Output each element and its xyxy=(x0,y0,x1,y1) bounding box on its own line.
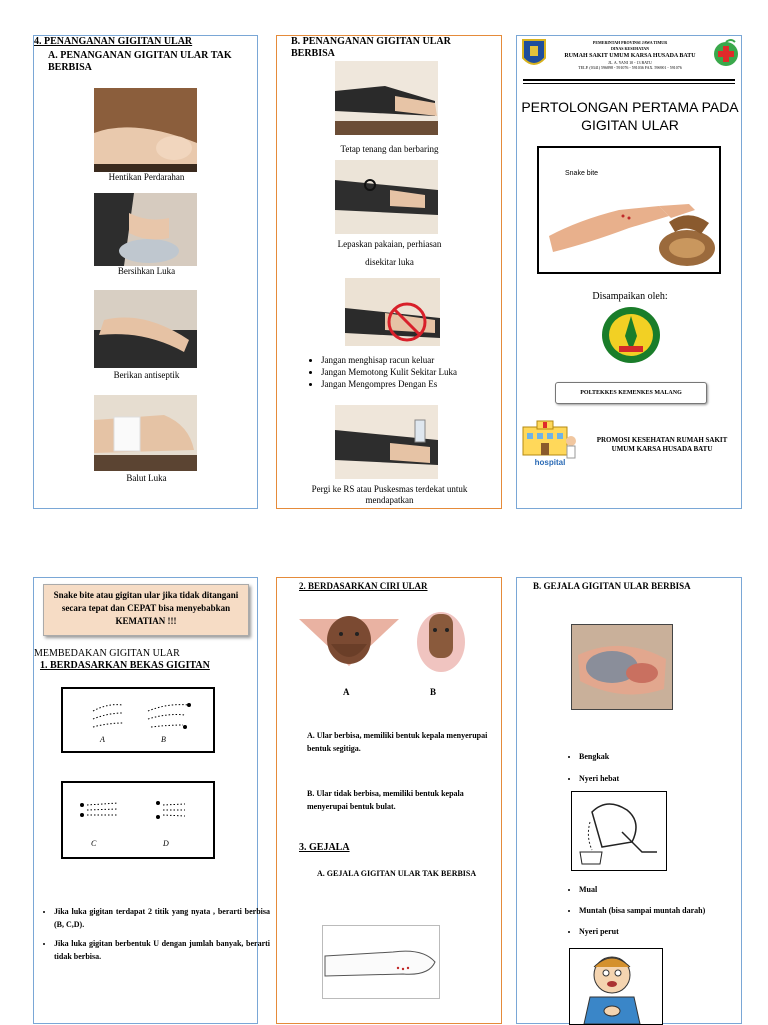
letterhead-government: PEMERINTAH PROVINSI JAWA TIMUR xyxy=(592,40,668,45)
bite-label-c: C xyxy=(91,839,97,848)
warning-text: Snake bite atau gigitan ular jika tidak ditangani secara tepat dan CEPAT bisa menyebabkan KEMATIAN !!! xyxy=(53,590,239,626)
venomous-dont-list xyxy=(307,354,511,390)
section-heading: B. GEJALA GIGITAN ULAR BERBISA xyxy=(533,581,691,591)
caption-remove-clothing-2: disekitar luka xyxy=(365,257,414,267)
bite-label-a: A xyxy=(100,735,105,744)
list-item: • Bengkak xyxy=(579,746,739,768)
section-heading: 4. PENANGANAN GIGITAN ULAR xyxy=(34,36,193,47)
institution-box xyxy=(555,382,707,404)
head-label-a: A xyxy=(343,687,350,697)
nonvenomous-head-image xyxy=(415,604,467,674)
letterhead-phone: TELP. (0341) 596898 - 591076 - 591036 FAX. 596901 - 591076 xyxy=(578,65,682,70)
list-item: • Mual xyxy=(579,879,759,900)
snake-bite-illustration xyxy=(537,146,721,274)
hospital-cross-logo xyxy=(713,38,739,68)
list-item: • Jika luka gigitan terdapat 2 titik yang nyata , berarti berbisa (B, C,D). xyxy=(54,905,270,931)
photo-lie-down xyxy=(335,61,438,135)
photo-bandage xyxy=(94,395,197,471)
panel-venomous-symptoms xyxy=(516,577,742,1024)
list-item: • Jangan Mengompres Dengan Es xyxy=(321,378,511,390)
section-heading-text: 2. BERDASARKAN CIRI ULAR xyxy=(299,581,428,591)
caption-stay-calm: Tetap tenang dan berbaring xyxy=(340,144,439,154)
nonvenomous-bite-hand-image xyxy=(322,925,440,999)
photo-remove-clothing xyxy=(335,160,438,234)
hospital-word: hospital xyxy=(534,458,566,467)
letterhead-divider xyxy=(523,79,735,84)
symptom-list-2 xyxy=(565,879,759,942)
feature-nonvenomous: B. Ular tidak berbisa, memiliki bentuk kepala menyerupai bentuk bulat. xyxy=(307,789,464,811)
list-item: • Jangan Memotong Kulit Sekitar Luka xyxy=(321,366,511,378)
caption-stop-bleeding: Hentikan Perdarahan xyxy=(108,172,185,182)
caption-clean-wound: Bersihkan Luka xyxy=(117,266,176,276)
photo-do-not-cut xyxy=(345,278,440,346)
bite-label-b: B xyxy=(161,735,166,744)
cover-title: PERTOLONGAN PERTAMA PADA GIGITAN ULAR xyxy=(521,99,739,133)
section-heading xyxy=(299,580,428,592)
list-item: • Nyeri hebat xyxy=(579,768,739,790)
vomiting-illustration xyxy=(571,791,667,871)
panel-first-aid-venomous xyxy=(276,35,502,509)
presented-by: Disampaikan oleh: xyxy=(592,291,668,302)
promo-text: PROMOSI KESEHATAN RUMAH SAKIT UMUM KARSA HUSADA BATU xyxy=(596,436,728,453)
section-heading: MEMBEDAKAN GIGITAN ULAR xyxy=(34,648,180,659)
institution-name: POLTEKKES KEMENKES MALANG xyxy=(580,390,682,396)
panel-snake-features xyxy=(276,577,502,1024)
snake-bite-label: Snake bite xyxy=(565,170,599,177)
bite-mark-explanations xyxy=(40,905,270,963)
caption-antiseptic: Berikan antiseptik xyxy=(113,370,180,380)
photo-antiseptic xyxy=(94,290,197,368)
caption-bandage: Balut Luka xyxy=(126,473,167,483)
caption-remove-clothing-1: Lepaskan pakaian, perhiasan xyxy=(337,239,442,249)
bite-pattern-box-ab xyxy=(61,687,215,753)
panel-bite-marks xyxy=(33,577,270,1024)
abdominal-pain-illustration xyxy=(569,948,663,1025)
panel-cover xyxy=(516,35,742,509)
subsection-heading: 1. BERDASARKAN BEKAS GIGITAN xyxy=(40,660,210,671)
bite-label-d: D xyxy=(163,839,169,848)
symptoms-nonvenomous-heading: A. GEJALA GIGITAN ULAR TAK BERBISA xyxy=(317,869,477,878)
feature-venomous: A. Ular berbisa, memiliki bentuk kepala menyerupai bentuk segitiga. xyxy=(307,731,488,753)
list-item: • Muntah (bisa sampai muntah darah) xyxy=(579,900,759,921)
photo-stop-bleeding xyxy=(94,88,197,172)
photo-go-to-hospital xyxy=(335,405,438,479)
bite-pattern-box-cd xyxy=(61,781,215,859)
head-label-b: B xyxy=(430,687,437,697)
list-item: • Jika luka gigitan berbentuk U dengan jumlah banyak, berarti tidak berbisa. xyxy=(54,937,270,963)
letterhead-address: JL. A. YANI 10 - 13 BATU xyxy=(608,60,652,65)
venomous-head-image xyxy=(297,604,401,674)
list-item: • Nyeri perut xyxy=(579,921,759,942)
list-item: • Jangan menghisap racun keluar xyxy=(321,354,511,366)
province-emblem-logo xyxy=(521,38,547,70)
poltekkes-emblem-logo xyxy=(601,306,661,364)
warning-box xyxy=(43,584,249,636)
symptoms-heading: 3. GEJALA xyxy=(299,842,350,853)
letterhead-dinas: DINAS KESEHATAN xyxy=(611,46,649,51)
caption-go-to-hospital: Pergi ke RS atau Puskesmas terdekat untuk mendapatkan xyxy=(311,484,468,505)
swollen-hand-photo xyxy=(571,624,673,710)
panel-first-aid-nonvenomous xyxy=(33,35,258,509)
letterhead-hospital-name: RUMAH SAKIT UMUM KARSA HUSADA BATU xyxy=(564,53,696,59)
subsection-heading: A. PENANGANAN GIGITAN ULAR TAK BERBISA xyxy=(48,50,232,73)
symptom-list-1 xyxy=(565,746,739,790)
section-heading: B. PENANGANAN GIGITAN ULAR BERBISA xyxy=(291,36,451,59)
photo-clean-wound xyxy=(94,193,197,266)
